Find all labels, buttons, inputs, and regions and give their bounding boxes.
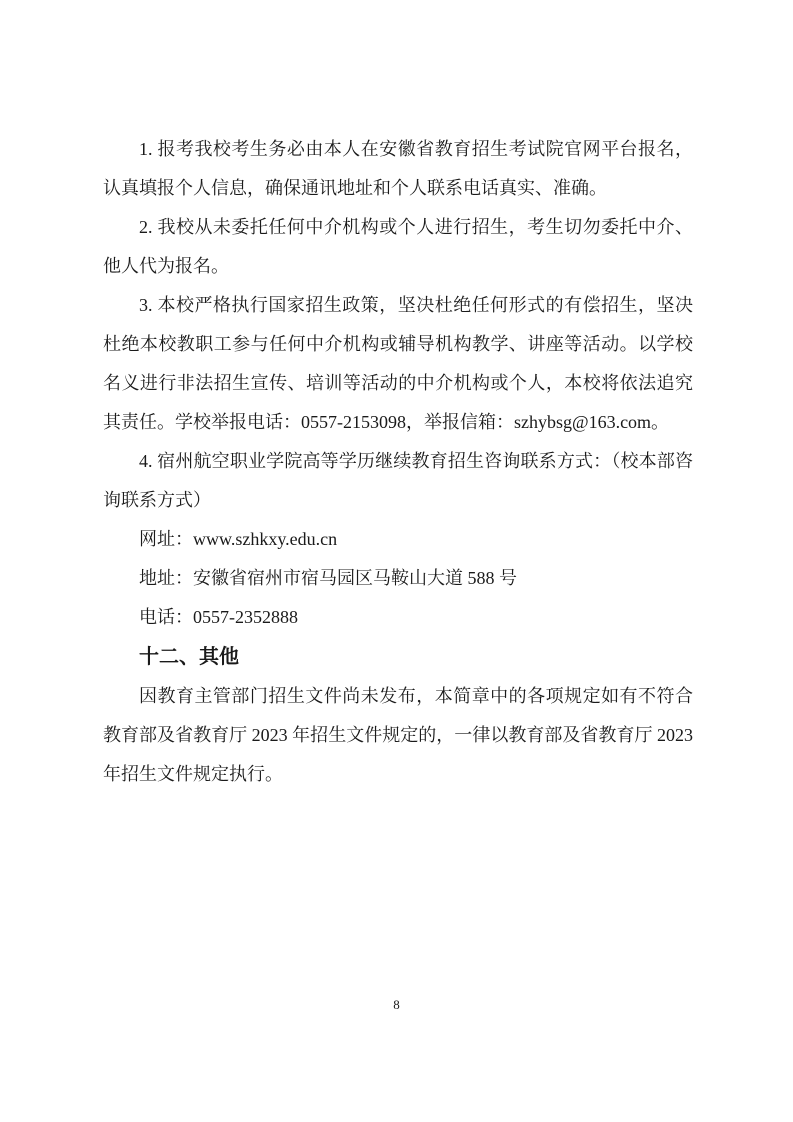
notice-item-1: 1. 报考我校考生务必由本人在安徽省教育招生考试院官网平台报名，认真填报个人信息，确保通讯地址和个人联系电话真实、准确。 <box>103 139 693 198</box>
contact-website-line: 网址：www.szhkxy.edu.cn <box>139 529 338 549</box>
contact-phone-line: 电话：0557-2352888 <box>139 607 298 627</box>
notice-item-2: 2. 我校从未委托任何中介机构或个人进行招生，考生切勿委托中介、他人代为报名。 <box>103 217 693 276</box>
closing-paragraph: 因教育主管部门招生文件尚未发布，本简章中的各项规定如有不符合教育部及省教育厅 2023 年招生文件规定的，一律以教育部及省教育厅 2023 年招生文件规定执行。 <box>103 686 693 784</box>
page-number: 8 <box>393 997 400 1012</box>
notice-item-3: 3. 本校严格执行国家招生政策，坚决杜绝任何形式的有偿招生，坚决杜绝本校教职工参与任何中介机构或辅导机构教学、讲座等活动。以学校名义进行非法招生宣传、培训等活动的中介机构或个人，本校将依法追究其责任。学校举报电话：0557-2153098，举报信箱：szhybsg@163.com。 <box>103 295 693 432</box>
section-heading-other: 十二、其他 <box>139 646 239 668</box>
notice-item-4: 4. 宿州航空职业学院高等学历继续教育招生咨询联系方式：（校本部咨询联系方式） <box>103 451 693 510</box>
contact-address-line: 地址：安徽省宿州市宿马园区马鞍山大道 588 号 <box>139 568 517 588</box>
